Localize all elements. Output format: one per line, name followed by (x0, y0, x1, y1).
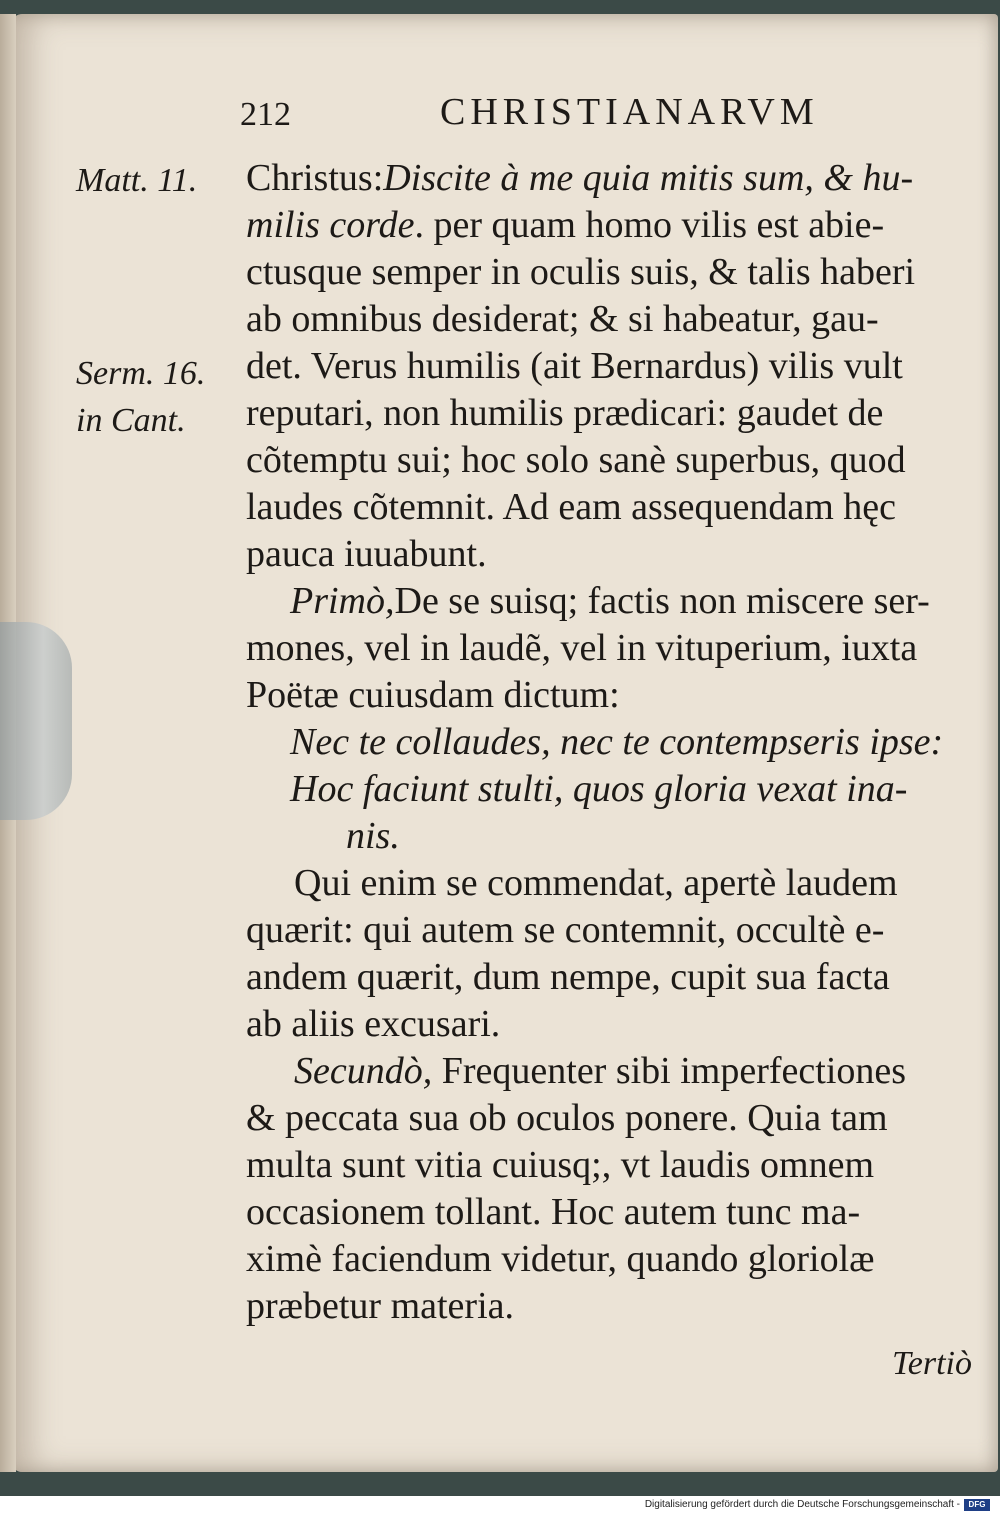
margin-note-matt: Matt. 11. (76, 162, 198, 199)
text-line: Secundò, Frequenter sibi imperfectiones (294, 1050, 907, 1092)
page-number: 212 (240, 96, 291, 133)
text-line: reputari, non humilis prædicari: gaudet de (246, 392, 884, 434)
verse-line: nis. (346, 815, 400, 857)
text-line: ab omnibus desiderat; & si habeatur, gau- (246, 298, 879, 340)
page-clip (0, 622, 72, 820)
text-line: andem quærit, dum nempe, cupit sua facta (246, 956, 890, 998)
text-line: milis corde. per quam homo vilis est abie- (246, 204, 885, 246)
verse-line: Nec te collaudes, nec te contempseris ipse: (290, 721, 944, 763)
text-line: Christus:Discite à me quia mitis sum, & hu- (246, 157, 914, 199)
text-line: pauca iuuabunt. (246, 533, 487, 575)
text-line: ctusque semper in oculis suis, & talis haberi (246, 251, 916, 293)
digitization-credit (0, 1496, 1000, 1515)
text-line: mones, vel in laudẽ, vel in vituperium, iuxta (246, 627, 918, 669)
text-line: & peccata sua ob oculos ponere. Quia tam (246, 1097, 888, 1139)
text-line: laudes cõtemnit. Ad eam assequendam hęc (246, 486, 897, 528)
text-line: quærit: qui autem se contemnit, occultè e- (246, 909, 885, 951)
text-line: Poëtæ cuiusdam dictum: (246, 674, 620, 716)
dfg-logo: DFG (964, 1499, 990, 1511)
main-text (246, 155, 986, 1330)
text-line: det. Verus humilis (ait Bernardus) vilis vult (246, 345, 903, 387)
catchword: Tertiò (891, 1345, 972, 1382)
text-line: multa sunt vitia cuiusq;, vt laudis omnem (246, 1144, 875, 1186)
text-line: præbetur materia. (246, 1285, 515, 1327)
text-line: cõtemptu sui; hoc solo sanè superbus, quod (246, 439, 906, 481)
page-header (0, 88, 1000, 138)
margin-note-cant: in Cant. (76, 402, 186, 439)
running-title: CHRISTIANARVM (440, 91, 819, 133)
text-line: Primò,De se suisq; factis non miscere ser- (290, 580, 930, 622)
text-line: ximè faciendum videtur, quando gloriolæ (246, 1238, 875, 1280)
text-line: occasionem tollant. Hoc autem tunc ma- (246, 1191, 861, 1233)
credit-text: Digitalisierung gefördert durch die Deutsche Forschungsgemeinschaft - (644, 1499, 960, 1510)
margin-note-serm: Serm. 16. (76, 355, 206, 392)
verse-line: Hoc faciunt stulti, quos gloria vexat ina- (290, 768, 908, 810)
text-line: ab aliis excusari. (246, 1003, 501, 1045)
text-line: Qui enim se commendat, apertè laudem (294, 862, 898, 904)
